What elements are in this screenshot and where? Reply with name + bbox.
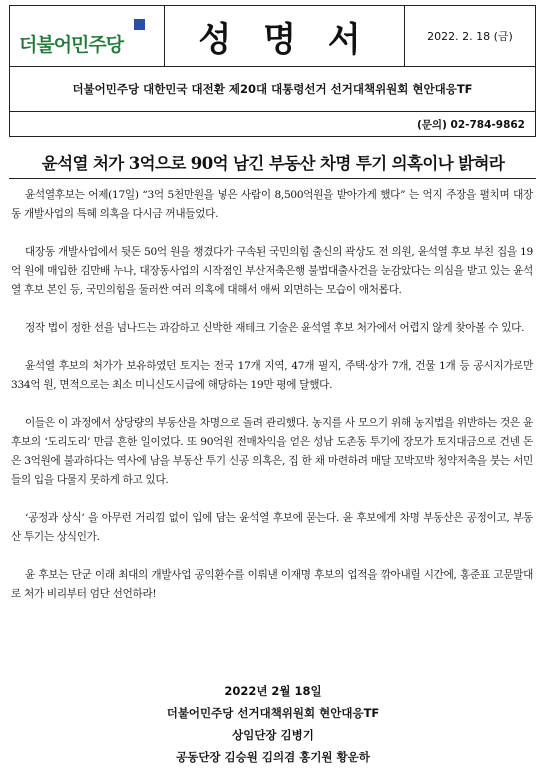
header-box: [9, 5, 536, 137]
body-paragraph: 윤석열 후보의 처가가 보유하였던 토지는 전국 17개 지역, 47개 필지, 주택·상가 7개, 건물 1개 등 공시지가로만 334억 원, 면적으로는 최소 미니신도시급에 해당하는 19만 평에 달했다.: [11, 360, 533, 391]
committee-name: 더불어민주당 대한민국 대전환 제20대 대통령선거 선거대책위원회 현안대응TF: [72, 82, 473, 96]
body-paragraph: 정작 법이 정한 선을 넘나드는 과감하고 신박한 재테크 기술은 윤석열 후보 처가에서 어렵지 않게 찾아볼 수 있다.: [25, 322, 525, 334]
logo-square-icon: [134, 19, 145, 30]
body-paragraph: 윤 후보는 단군 이래 최대의 개발사업 공익환수를 이뤄낸 이재명 후보의 업적을 깎아내릴 시간에, 홍준표 고문말대로 처가 비리부터 엄단 선언하라!: [11, 569, 533, 600]
signature-date: 2022년 2월 18일: [224, 684, 322, 698]
header-top-row: [10, 6, 535, 67]
title-cell: [165, 6, 405, 66]
signature-leader: 상임단장 김병기: [232, 728, 314, 742]
contact-number: (문의) 02-784-9862: [416, 118, 525, 131]
logo-text: 더불어민주당: [19, 34, 124, 56]
statement-body: [11, 186, 533, 623]
headline-divider: [9, 178, 536, 179]
document-title: 성 명 서: [198, 19, 371, 60]
party-logo: [10, 6, 165, 66]
signature-org: 더불어민주당 선거대책위원회 현안대응TF: [166, 706, 380, 720]
signature-co-leaders: 공동단장 김승원 김의겸 홍기원 황운하: [176, 750, 370, 764]
header-subtitle-row: [10, 67, 535, 112]
body-paragraph: 윤석열후보는 어제(17일) “3억 5천만원을 넣은 사람이 8,500억원을 받아가게 했다” 는 억지 주장을 펼치며 대장동 개발사업의 특혜 의혹을 다시금 꺼내들었다.: [11, 189, 533, 220]
contact-row: [10, 112, 535, 136]
body-paragraph: ‘공정과 상식’ 을 아무런 거리낌 없이 입에 담는 윤석열 후보에 묻는다. 윤 후보에게 차명 부동산은 공정이고, 부동산 투기는 상식인가.: [11, 512, 533, 543]
body-paragraph: 대장동 개발사업에서 뒷돈 50억 원을 챙겼다가 구속된 국민의힘 출신의 곽상도 전 의원, 윤석열 후보 부친 집을 19억 원에 매입한 김만배 누나, 대장동사업의 시작점인 부산저축은행 불법대출사건을 눈감았다는 의심을 받고 있는 윤석열 후보 본인 등, 국민의힘을 둘러싼 여러 의혹에 대해서 애써 외면하는 모습이 애처롭다.: [11, 246, 533, 296]
release-date: 2022. 2. 18 (금): [427, 30, 513, 43]
date-cell: [405, 6, 535, 66]
statement-headline: 윤석열 처가 3억으로 90억 남긴 부동산 차명 투기 의혹이나 밝혀라: [41, 154, 505, 173]
body-paragraph: 이들은 이 과정에서 상당량의 부동산을 차명으로 돌려 관리했다. 농지를 사 모으기 위해 농지법을 위반하는 것은 윤 후보의 ‘도리도리’ 만큼 흔한 일이었다. 또 90억원 전매차익을 얻은 성남 도촌동 투기에 장모가 토지대금으로 건넨 돈은 3억원에 불과하다는 역사에 남을 부동산 투기 신공 의혹은, 집 한 채 마련하려 매달 꼬박꼬박 청약저축을 붓는 서민들의 입을 다물지 못하게 하고 있다.: [11, 417, 533, 486]
signature-block: [0, 680, 546, 768]
